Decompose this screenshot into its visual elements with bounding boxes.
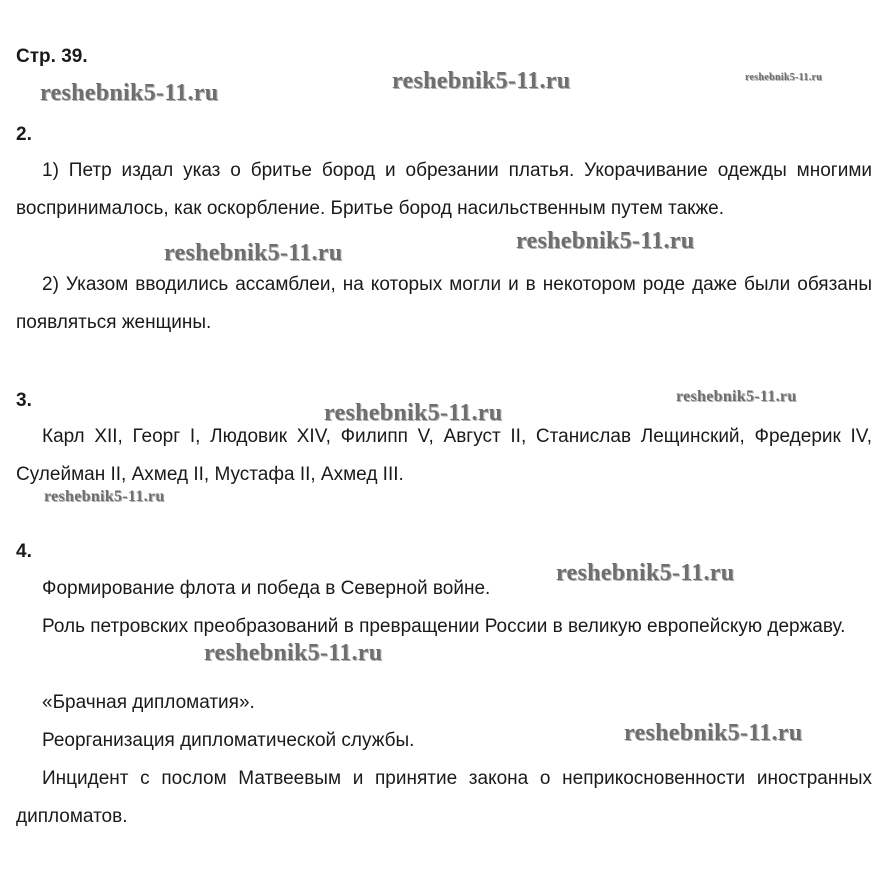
watermark-9: reshebnik5-11.ru — [556, 560, 735, 586]
watermark-8: reshebnik5-11.ru — [44, 488, 165, 505]
section-4-paragraph-3: «Брачная дипломатия». — [42, 692, 255, 713]
section-number-2: 2. — [16, 124, 32, 145]
section-3-paragraph-1: Карл XII, Георг I, Людовик XIV, Филипп V, Август II, Станислав Лещинский, Фредерик IV, Сулейман II, Ахмед II, Мустафа II, Ахмед III. — [16, 426, 872, 485]
section-4-paragraph-2: Роль петровских преобразований в превращении России в великую европейскую державу. — [42, 616, 846, 637]
watermark-7: reshebnik5-11.ru — [324, 400, 503, 426]
page-heading: Стр. 39. — [16, 46, 88, 67]
watermark-11: reshebnik5-11.ru — [624, 720, 803, 746]
section-4-paragraph-1: Формирование флота и победа в Северной войне. — [42, 578, 491, 599]
watermark-6: reshebnik5-11.ru — [676, 388, 797, 405]
watermark-4: reshebnik5-11.ru — [164, 240, 343, 266]
watermark-10: reshebnik5-11.ru — [204, 640, 383, 666]
watermark-2: reshebnik5-11.ru — [392, 68, 571, 94]
section-number-4: 4. — [16, 541, 32, 562]
section-2-paragraph-1: 1) Петр издал указ о бритье бород и обрезании платья. Укорачивание одежды многими воспринималось, как оскорбление. Бритье бород насильственным путем также. — [16, 160, 872, 219]
watermark-5: reshebnik5-11.ru — [516, 228, 695, 254]
section-2-paragraph-2: 2) Указом вводились ассамблеи, на которых могли и в некотором роде даже были обязаны появляться женщины. — [16, 274, 872, 333]
section-4-paragraph-4: Реорганизация дипломатической службы. — [42, 730, 415, 751]
section-number-3: 3. — [16, 390, 32, 411]
section-4-paragraph-5: Инцидент с послом Матвеевым и принятие закона о неприкосновенности иностранных дипломатов. — [16, 768, 872, 827]
watermark-3: reshebnik5-11.ru — [745, 72, 823, 83]
watermark-1: reshebnik5-11.ru — [40, 80, 219, 106]
